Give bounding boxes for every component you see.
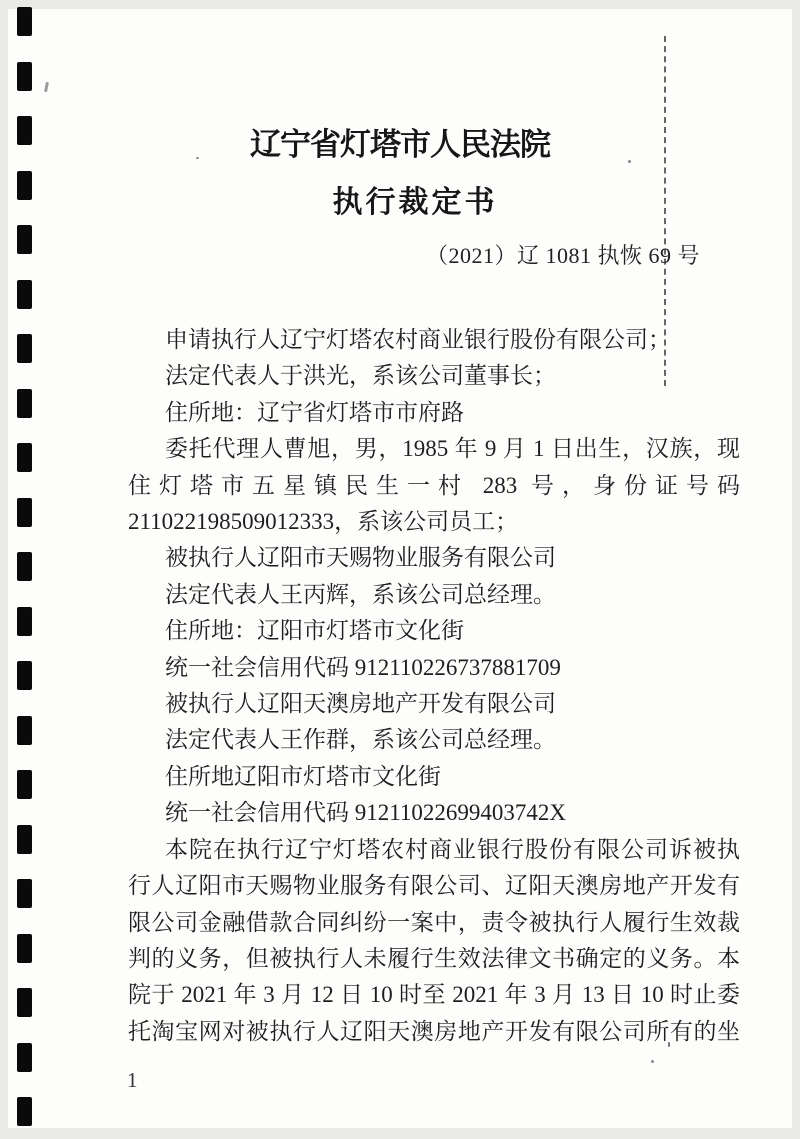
case-number: （2021）辽 1081 执恢 69 号 [425, 243, 700, 268]
body-line: 委托代理人曹旭，男，1985 年 9 月 1 日出生，汉族，现 [165, 436, 740, 462]
binding-mark [17, 389, 32, 418]
body-line: 院于 2021 年 3 月 12 日 10 时至 2021 年 3 月 13 日 10 时止委 [128, 982, 740, 1008]
body-line: 住所地辽阳市灯塔市文化街 [165, 763, 441, 789]
body-line: 211022198509012333，系该公司员工； [128, 509, 519, 535]
binding-mark [17, 770, 32, 799]
body-line: 托淘宝网对被执行人辽阳天澳房地产开发有限公司所有的坐 [128, 1018, 740, 1044]
body-line: 申请执行人辽宁灯塔农村商业银行股份有限公司； [165, 327, 671, 352]
binding-mark [17, 607, 32, 636]
body-line: 法定代表人王作群，系该公司总经理。 [165, 727, 556, 753]
binding-mark [17, 7, 32, 36]
body-line: 限公司金融借款合同纠纷一案中，责令被执行人履行生效裁 [128, 909, 740, 935]
scan-speck [651, 1060, 654, 1063]
body-line: 被执行人辽阳市天赐物业服务有限公司 [165, 545, 556, 571]
body-line: 被执行人辽阳天澳房地产开发有限公司 [165, 691, 556, 717]
body-line: 住所地：辽阳市灯塔市文化街 [165, 618, 464, 644]
scan-speck [196, 157, 199, 159]
binding-strip [0, 0, 40, 1139]
scan-speck [628, 160, 631, 163]
binding-mark [17, 661, 32, 690]
court-name-heading: 辽宁省灯塔市人民法院 [250, 127, 550, 162]
binding-mark [17, 552, 32, 581]
binding-mark [17, 62, 32, 91]
page-number: 1 [127, 1068, 138, 1092]
binding-mark [17, 934, 32, 963]
body-line: 住灯塔市五星镇民生一村 283 号，身份证号码 [128, 472, 740, 498]
binding-mark [17, 443, 32, 472]
body-line: 统一社会信用代码 91211022699403742X [165, 800, 567, 826]
binding-mark [17, 716, 32, 745]
binding-mark [17, 171, 32, 200]
body-line: 本院在执行辽宁灯塔农村商业银行股份有限公司诉被执 [165, 836, 740, 862]
binding-mark [17, 1097, 32, 1126]
binding-mark [17, 116, 32, 145]
binding-mark [17, 334, 32, 363]
body-line: 统一社会信用代码 912110226737881709 [165, 654, 561, 680]
binding-mark [17, 825, 32, 854]
binding-mark [17, 225, 32, 254]
binding-mark [17, 988, 32, 1017]
document-type-heading: 执行裁定书 [332, 186, 498, 219]
body-line: 法定代表人王丙辉，系该公司总经理。 [165, 581, 556, 607]
binding-mark [17, 498, 32, 527]
binding-mark [17, 280, 32, 309]
binding-mark [17, 1043, 32, 1072]
document-body [128, 322, 740, 1050]
body-line: 行人辽阳市天赐物业服务有限公司、辽阳天澳房地产开发有 [128, 873, 740, 899]
body-line: 住所地：辽宁省灯塔市市府路 [165, 399, 464, 425]
binding-mark [17, 879, 32, 908]
body-line: 法定代表人于洪光，系该公司董事长； [165, 363, 556, 389]
body-line: 判的义务，但被执行人未履行生效法律文书确定的义务。本 [128, 945, 740, 971]
